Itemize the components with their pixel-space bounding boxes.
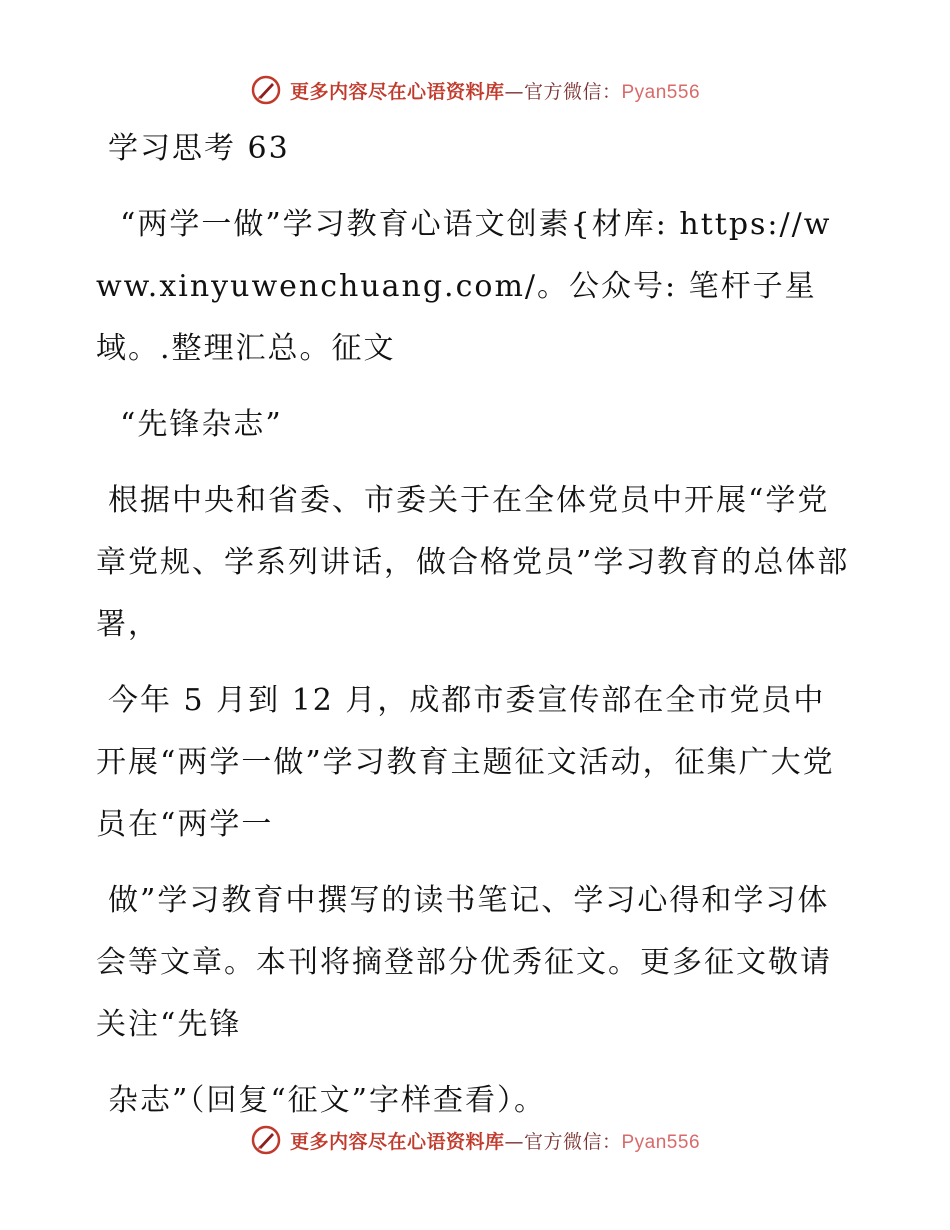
watermark-wechat-label: 官方微信：: [523, 80, 622, 103]
document-body: [96, 118, 856, 1146]
watermark-text: [290, 77, 700, 104]
watermark-separator: —: [504, 1130, 524, 1153]
watermark-separator: —: [504, 80, 524, 103]
watermark-main-text: 更多内容尽在心语资料库: [289, 1130, 505, 1153]
watermark-wechat-id: Pyan556: [621, 1131, 701, 1153]
body-paragraph-closing: 杂志”（回复“征文”字样查看）。: [108, 1083, 547, 1118]
body-paragraph-source: “两学一做”学习教育心语文创素{材库: https://www.xinyuwenchuang.com/。公众号: 笔杆子星域。.整理汇总。征文: [96, 207, 832, 366]
header-watermark-banner: [0, 70, 950, 110]
section-heading: 学习思考 63: [108, 131, 290, 166]
footer-watermark-banner: [0, 1120, 950, 1160]
body-paragraph-magazine: “先锋杂志”: [120, 407, 283, 442]
watermark-wechat-id: Pyan556: [621, 81, 701, 103]
body-paragraph-activity: 今年 5 月到 12 月，成都市委宣传部在全市党员中开展“两学一做”学习教育主题征文活动，征集广大党员在“两学一: [96, 683, 835, 842]
watermark-text: [290, 1127, 700, 1154]
body-paragraph-background: 根据中央和省委、市委关于在全体党员中开展“学党章党规、学系列讲话，做合格党员”学习教育的总体部署，: [96, 483, 850, 642]
body-paragraph-collection: 做”学习教育中撰写的读书笔记、学习心得和学习体会等文章。本刊将摘登部分优秀征文。更多征文敬请关注“先锋: [96, 883, 832, 1042]
quill-circle-logo-icon: [250, 1124, 282, 1156]
watermark-wechat-label: 官方微信：: [523, 1130, 622, 1153]
quill-circle-logo-icon: [250, 74, 282, 106]
watermark-main-text: 更多内容尽在心语资料库: [289, 80, 505, 103]
